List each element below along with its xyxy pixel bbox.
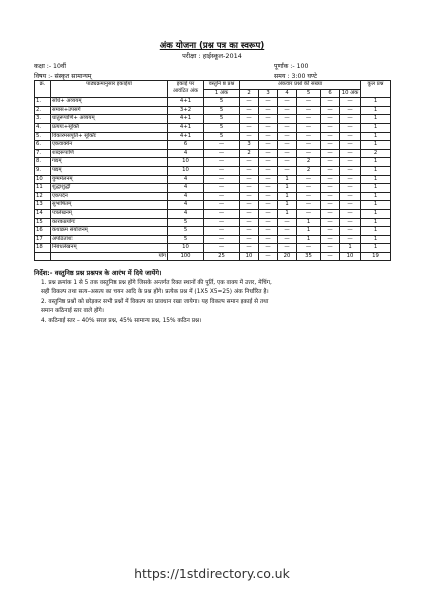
instruction-line: समान कठिनाई स्तर वाले होंगे। [41,308,104,314]
cell-sno: 3. [35,115,51,124]
cell-m2: — [240,123,259,132]
cell-sno: 6. [35,141,51,150]
cell-marks: 10 [168,244,204,253]
cell-marks: 10 [168,158,204,167]
cell-m3: — [259,218,278,227]
cell-unit: समास+उपसर्ग [51,106,168,115]
instruction-line: 4. कठिनाई स्तर – 40% सरल प्रश्न, 45% सामान्य प्रश्न, 15% कठिन प्रश्न। [41,317,202,324]
cell-m4: 1 [278,201,297,210]
cell-total: 1 [361,141,391,150]
cell-marks: 4 [168,184,204,193]
cell-m3: — [259,106,278,115]
cell-obj: 5 [204,115,240,124]
cell-total: 1 [361,175,391,184]
table-row [35,132,391,141]
cell-m10: — [340,184,361,193]
header-total: कुल प्रश्न [361,81,391,98]
cell-obj: 5 [204,132,240,141]
cell-obj: — [204,227,240,236]
header-sno: क्र. [35,81,51,98]
header-5-marks: 5 [297,89,321,98]
cell-marks: 4 [168,175,204,184]
cell-sno: 18 [35,244,51,253]
total-marks: 100 [168,252,204,261]
cell-m5: 1 [297,218,321,227]
cell-unit: संधि+ अव्ययम् [51,98,168,107]
cell-total: 1 [361,227,391,236]
cell-m6: — [321,175,340,184]
cell-m2: 3 [240,141,259,150]
cell-m5: — [297,201,321,210]
cell-m5: — [297,209,321,218]
cell-m5: — [297,184,321,193]
class-label: कक्षा :- 10वीं [34,63,66,70]
cell-obj: — [204,175,240,184]
cell-m6: — [321,132,340,141]
cell-total: 1 [361,123,391,132]
cell-m5: — [297,106,321,115]
header-4-marks: 4 [278,89,297,98]
total-m5: 35 [297,252,321,261]
cell-obj: — [204,158,240,167]
document-title: अंक योजना (प्रश्न पत्र का स्वरूप) [159,41,265,51]
cell-m5: 2 [297,158,321,167]
cell-m6: — [321,192,340,201]
cell-m4: — [278,218,297,227]
cell-m5: — [297,244,321,253]
total-obj: 25 [204,252,240,261]
subject-label: विषय :- संस्कृत सामान्यम् [34,73,92,80]
cell-m6: — [321,123,340,132]
cell-m2: — [240,115,259,124]
total-total: 19 [361,252,391,261]
cell-m5: — [297,132,321,141]
cell-m2: 2 [240,149,259,158]
header-objective: वस्तुनि ष्ठ प्रश्न [204,81,240,90]
cell-obj: — [204,244,240,253]
time-label: समय : 3:00 घण्टे [274,73,317,80]
cell-marks: 5 [168,235,204,244]
cell-m2: — [240,227,259,236]
table-total-row [35,252,391,261]
cell-unit: सुभाषितम् [51,201,168,210]
cell-m2: — [240,192,259,201]
cell-m4: 1 [278,184,297,193]
cell-m4: 1 [278,209,297,218]
cell-m4: — [278,158,297,167]
table-header-row [35,81,391,90]
total-m6: — [321,252,340,261]
cell-m6: — [321,141,340,150]
cell-m4: — [278,98,297,107]
marks-scheme-table [34,80,391,261]
cell-sno: 11 [35,184,51,193]
cell-obj: 5 [204,98,240,107]
table-row [35,209,391,218]
cell-blank [35,252,51,261]
cell-m5: — [297,98,321,107]
cell-m2: — [240,175,259,184]
cell-m6: — [321,106,340,115]
cell-m3: — [259,158,278,167]
cell-total: 1 [361,132,391,141]
instructions-section [34,269,394,326]
total-m3: — [259,252,278,261]
cell-marks: 6 [168,141,204,150]
cell-m10: — [340,158,361,167]
cell-sno: 16 [35,227,51,236]
meta-row-subject [34,71,390,80]
cell-m2: — [240,209,259,218]
cell-m3: — [259,149,278,158]
cell-obj: — [204,235,240,244]
cell-marks: 4+1 [168,98,204,107]
cell-m3: — [259,175,278,184]
cell-unit: एकवाक्येन [51,141,168,150]
cell-sno: 10 [35,175,51,184]
cell-m6: — [321,244,340,253]
cell-sno: 5. [35,132,51,141]
cell-m5: — [297,175,321,184]
cell-unit: प्रत्ययः+सूक्ति [51,123,168,132]
cell-m3: — [259,141,278,150]
cell-m4: — [278,149,297,158]
cell-m3: — [259,244,278,253]
cell-marks: 10 [168,166,204,175]
cell-obj: — [204,201,240,210]
cell-m5: 1 [297,227,321,236]
header-marks-questions: अंकवार प्रश्नों की संख्या [240,81,361,90]
cell-m10: — [340,149,361,158]
cell-m10: — [340,218,361,227]
cell-unit: पत्रलेखनम् [51,209,168,218]
header-2-marks: 2 [240,89,259,98]
cell-m10: — [340,235,361,244]
cell-unit: धातुरूपाणि+ अव्ययम् [51,115,168,124]
cell-m5: 1 [297,235,321,244]
cell-m2: — [240,158,259,167]
header-unit-marks: इकाई पर आवंटित अंक [168,81,204,98]
cell-m10: — [340,141,361,150]
cell-marks: 4+1 [168,123,204,132]
cell-sno: 13 [35,201,51,210]
cell-marks: 4+1 [168,115,204,124]
cell-m2: — [240,201,259,210]
cell-m5: — [297,115,321,124]
cell-m10: — [340,132,361,141]
cell-unit: कथाक्रम संयोजनम् [51,227,168,236]
cell-unit: पद्यम् [51,166,168,175]
cell-unit: एकपदेन [51,192,168,201]
cell-marks: 4 [168,192,204,201]
cell-sno: 14 [35,209,51,218]
cell-m2: — [240,106,259,115]
table-row [35,106,391,115]
meta-row-class [34,61,390,70]
cell-m6: — [321,218,340,227]
cell-unit: कारकप्रयोगः [51,218,168,227]
footer-url: https://1stdirectory.co.uk [134,566,290,581]
cell-m3: — [259,98,278,107]
cell-m6: — [321,149,340,158]
cell-m3: — [259,235,278,244]
table-body [35,98,391,261]
cell-m6: — [321,158,340,167]
cell-total: 1 [361,184,391,193]
cell-total: 1 [361,166,391,175]
cell-sno: 9. [35,166,51,175]
cell-m10: — [340,209,361,218]
cell-m6: — [321,227,340,236]
table-row [35,244,391,253]
cell-sno: 7. [35,149,51,158]
cell-obj: — [204,149,240,158]
total-m4: 20 [278,252,297,261]
cell-sno: 8. [35,158,51,167]
cell-marks: 4+1 [168,132,204,141]
cell-m4: 1 [278,175,297,184]
cell-m6: — [321,201,340,210]
table-row [35,235,391,244]
max-marks-label: पूर्णांक :- 100 [274,63,309,70]
cell-m10: 1 [340,244,361,253]
cell-m4: — [278,244,297,253]
cell-unit: शुद्धाशुद्धी [51,184,168,193]
cell-marks: 4 [168,201,204,210]
cell-m4: — [278,132,297,141]
table-row [35,192,391,201]
cell-m5: — [297,141,321,150]
cell-obj: — [204,218,240,227]
total-label: योग [51,252,168,261]
cell-m10: — [340,106,361,115]
cell-m2: — [240,98,259,107]
cell-m6: — [321,166,340,175]
cell-m5: 2 [297,166,321,175]
table-row [35,158,391,167]
table-row [35,175,391,184]
cell-m10: — [340,192,361,201]
cell-total: 1 [361,218,391,227]
cell-obj: 5 [204,106,240,115]
table-row [35,123,391,132]
header-10-marks: 10 अंक [340,89,361,98]
cell-m4: — [278,123,297,132]
cell-m6: — [321,209,340,218]
cell-m4: — [278,166,297,175]
cell-unit: विकारमसपूर्ति+ सूक्तिः [51,132,168,141]
cell-m10: — [340,98,361,107]
cell-m4: — [278,141,297,150]
cell-m3: — [259,123,278,132]
header-3-marks: 3 [259,89,278,98]
cell-sno: 15 [35,218,51,227]
total-m10: 10 [340,252,361,261]
cell-m2: — [240,132,259,141]
cell-m6: — [321,184,340,193]
cell-m4: 1 [278,192,297,201]
table-row [35,201,391,210]
cell-obj: — [204,192,240,201]
cell-m10: — [340,123,361,132]
cell-sno: 1. [35,98,51,107]
cell-total: 1 [361,235,391,244]
cell-m4: — [278,235,297,244]
cell-m5: — [297,192,321,201]
cell-m3: — [259,192,278,201]
cell-marks: 5 [168,227,204,236]
cell-m10: — [340,175,361,184]
cell-m6: — [321,115,340,124]
cell-m2: — [240,244,259,253]
cell-marks: 4 [168,149,204,158]
cell-m5: — [297,123,321,132]
cell-m3: — [259,184,278,193]
cell-m10: — [340,115,361,124]
cell-unit: निबंधलेखनम् [51,244,168,253]
header-units: पाठ्यक्रमानुसार इकाईयां [51,81,168,98]
cell-m3: — [259,201,278,210]
cell-sno: 4. [35,123,51,132]
cell-sno: 17 [35,235,51,244]
table-row [35,115,391,124]
cell-m2: — [240,218,259,227]
cell-unit: अपठितांशः [51,235,168,244]
cell-m4: — [278,227,297,236]
cell-unit: शब्दरूपाणि [51,149,168,158]
instruction-line: 1. प्रश्न क्रमांक 1 से 5 तक वस्तुनिष्ठ प्रश्न होंगे जिसके अन्तर्गत रिक्त स्थानों की पूर्ति, एक वाक्य में उत्तर, मेचिंग, [41,279,272,286]
cell-unit: युग्ममेलनम् [51,175,168,184]
cell-total: 1 [361,209,391,218]
cell-total: 1 [361,192,391,201]
cell-marks: 3+2 [168,106,204,115]
cell-m2: — [240,184,259,193]
instructions-heading: निर्देश:- वस्तुनिष्ठ प्रश्न प्रश्नपत्र के आरंभ में दिये जायेंगे। [34,269,162,277]
cell-obj: 5 [204,123,240,132]
cell-total: 1 [361,115,391,124]
cell-m10: — [340,201,361,210]
cell-m3: — [259,132,278,141]
cell-m5: — [297,149,321,158]
cell-total: 1 [361,244,391,253]
instruction-line: 2. वस्तुनिष्ठ प्रश्नों को छोड़कर सभी प्रश्नों में विकल्प का प्रावधान रखा जायेगा। यह विकल्प समान इकाई से तथा [41,298,269,305]
cell-m2: — [240,166,259,175]
header-one-mark: 1 अंक [204,89,240,98]
table-row [35,166,391,175]
table-row [35,218,391,227]
cell-m4: — [278,106,297,115]
table-row [35,227,391,236]
table-row [35,149,391,158]
cell-m3: — [259,166,278,175]
cell-total: 1 [361,98,391,107]
cell-marks: 5 [168,218,204,227]
cell-total: 2 [361,149,391,158]
cell-m10: — [340,227,361,236]
cell-m3: — [259,115,278,124]
cell-total: 1 [361,158,391,167]
cell-total: 1 [361,201,391,210]
cell-m4: — [278,115,297,124]
table-row [35,141,391,150]
cell-sno: 12 [35,192,51,201]
cell-obj: — [204,141,240,150]
table-row [35,98,391,107]
cell-marks: 4 [168,209,204,218]
cell-sno: 2. [35,106,51,115]
cell-m6: — [321,235,340,244]
cell-unit: गद्यम् [51,158,168,167]
cell-m6: — [321,98,340,107]
total-m2: 10 [240,252,259,261]
cell-m3: — [259,209,278,218]
cell-total: 1 [361,106,391,115]
cell-m10: — [340,166,361,175]
table-row [35,184,391,193]
cell-m2: — [240,235,259,244]
cell-obj: — [204,209,240,218]
cell-obj: — [204,184,240,193]
instruction-line: सही विकल्प तथा सत्य–असत्य का चयन आदि के प्रश्न होंगे। प्रत्येक प्रश्न में (1X5 X5=25) अंक निर्धारित है। [41,289,269,295]
header-6-marks: 6 [321,89,340,98]
exam-name: परीक्षा : हाईस्कूल-2014 [182,52,242,60]
cell-obj: — [204,166,240,175]
cell-m3: — [259,227,278,236]
